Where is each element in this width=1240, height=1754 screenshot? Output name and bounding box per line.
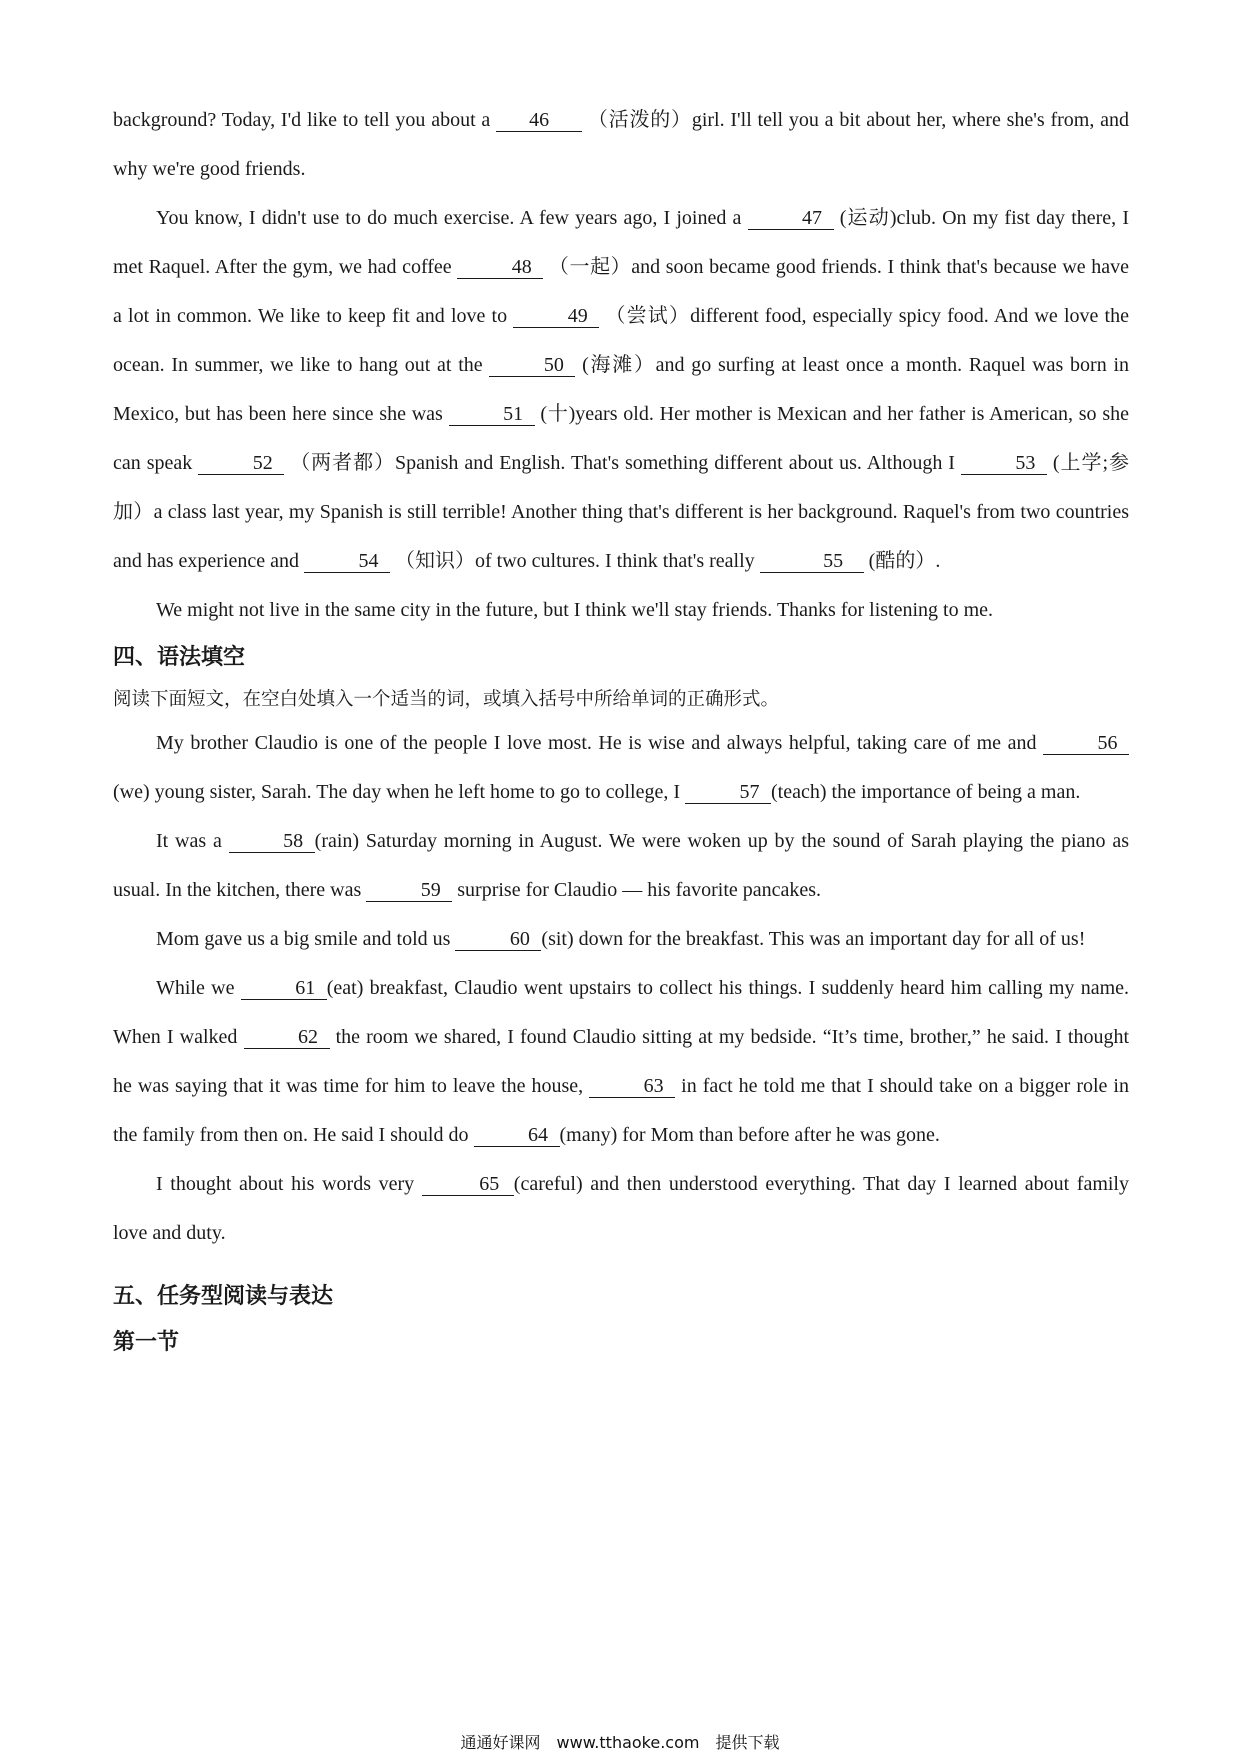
text-run: Mom gave us a big smile and told us	[156, 928, 456, 950]
blank-50[interactable]: 50	[489, 354, 575, 377]
text-run: the room we shared, I found Claudio sitting at my bedside. “It’s time, brother,” he said. I thought he was saying that it was time for him to leave the house,	[113, 1026, 1130, 1097]
grammar-paragraph-3	[113, 915, 1129, 964]
section-5-subtitle: 第一节	[113, 1330, 180, 1355]
grammar-paragraph-1	[113, 719, 1129, 817]
section-4-instruction: 阅读下面短文，在空白处填入一个适当的词，或填入括号中所给单词的正确形式。	[113, 689, 780, 710]
section-4-title: 四、语法填空	[113, 645, 246, 670]
text-run: (运动)club. On my fist day there, I met Raquel. After the gym, we had coffee	[113, 207, 1129, 278]
reading-paragraph-1	[113, 96, 1129, 194]
text-run: in fact he told me that I should take on a bigger role in the family from then on. He said I should do	[113, 1075, 1129, 1146]
blank-47[interactable]: 47	[748, 207, 834, 230]
blank-51[interactable]: 51	[449, 403, 535, 426]
text-run: While we	[156, 977, 241, 999]
blank-48[interactable]: 48	[457, 256, 543, 279]
text-run: You know, I didn't use to do much exercise. A few years ago, I joined a	[156, 207, 748, 229]
text-run: surprise for Claudio — his favorite pancakes.	[452, 879, 822, 901]
blank-61[interactable]: 61	[241, 977, 327, 1000]
text-run: My brother Claudio is one of the people I love most. He is wise and always helpful, taking care of me and	[156, 732, 1043, 754]
text-run: (rain) Saturday morning in August. We were woken up by the sound of Sarah playing the piano as usual. In the kitchen, there was	[113, 830, 1129, 901]
blank-57[interactable]: 57	[685, 781, 771, 804]
spacer	[113, 1258, 1129, 1274]
text-run: （活泼的）girl. I'll tell you a bit about her, where she's from, and why we're good friends.	[113, 109, 1130, 180]
text-run: （两者都）Spanish and English. That's something different about us. Although I	[284, 452, 961, 474]
blank-52[interactable]: 52	[198, 452, 284, 475]
text-run: (酷的）.	[863, 550, 941, 572]
text-run: (海滩）and go surfing at least once a month. Raquel was born in Mexico, but has been here since she was	[113, 354, 1130, 425]
text-run: background? Today, I'd like to tell you about a	[113, 109, 497, 131]
blank-63[interactable]: 63	[589, 1075, 675, 1098]
blank-54[interactable]: 54	[304, 550, 390, 573]
blank-60[interactable]: 60	[455, 928, 541, 951]
text-run: （一起）and soon became good friends. I think that's because we have a lot in common. We like to keep fit and love to	[113, 256, 1129, 327]
text-run: (eat) breakfast, Claudio went upstairs to collect his things. I suddenly heard him calling my name. When I walked	[113, 977, 1130, 1048]
section-5-title: 五、任务型阅读与表达	[113, 1284, 334, 1309]
blank-53[interactable]: 53	[961, 452, 1047, 475]
text-run: (teach) the importance of being a man.	[771, 781, 1081, 803]
blank-55[interactable]: 55	[760, 550, 864, 573]
reading-paragraph-3: We might not live in the same city in the future, but I think we'll stay friends. Thanks for listening to me.	[156, 599, 994, 621]
page-content	[113, 96, 1149, 1366]
text-run: (we) young sister, Sarah. The day when he left home to go to college, I	[113, 781, 686, 803]
text-run: （尝试）different food, especially spicy food. And we love the ocean. In summer, we like to hang out at the	[113, 305, 1129, 376]
text-run: It was a	[156, 830, 229, 852]
blank-58[interactable]: 58	[229, 830, 315, 853]
text-run: （知识）of two cultures. I think that's really	[390, 550, 760, 572]
grammar-paragraph-2	[113, 817, 1129, 915]
blank-49[interactable]: 49	[513, 305, 599, 328]
text-run: (上学;参加）a class last year, my Spanish is still terrible! Another thing that's different is her background. Raquel's from two countries and has experience and	[113, 452, 1129, 572]
text-run: (careful) and then understood everything. That day I learned about family love and duty.	[113, 1173, 1149, 1244]
text-run: (sit) down for the breakfast. This was an important day for all of us!	[541, 928, 1086, 950]
grammar-paragraph-4	[113, 964, 1129, 1160]
text-run: I thought about his words very	[156, 1173, 422, 1195]
blank-64[interactable]: 64	[474, 1124, 560, 1147]
text-run: (十)years old. Her mother is Mexican and her father is American, so she can speak	[113, 403, 1129, 474]
text-run: (many) for Mom than before after he was gone.	[559, 1124, 940, 1146]
blank-46[interactable]: 46	[496, 109, 582, 132]
blank-65[interactable]: 65	[422, 1173, 514, 1196]
blank-56[interactable]: 56	[1043, 732, 1129, 755]
page-footer: 通通好课网 www.tthaoke.com 提供下载	[460, 1733, 780, 1752]
grammar-paragraph-5	[113, 1160, 1149, 1258]
blank-62[interactable]: 62	[244, 1026, 330, 1049]
blank-59[interactable]: 59	[366, 879, 452, 902]
reading-paragraph-2	[113, 194, 1129, 586]
